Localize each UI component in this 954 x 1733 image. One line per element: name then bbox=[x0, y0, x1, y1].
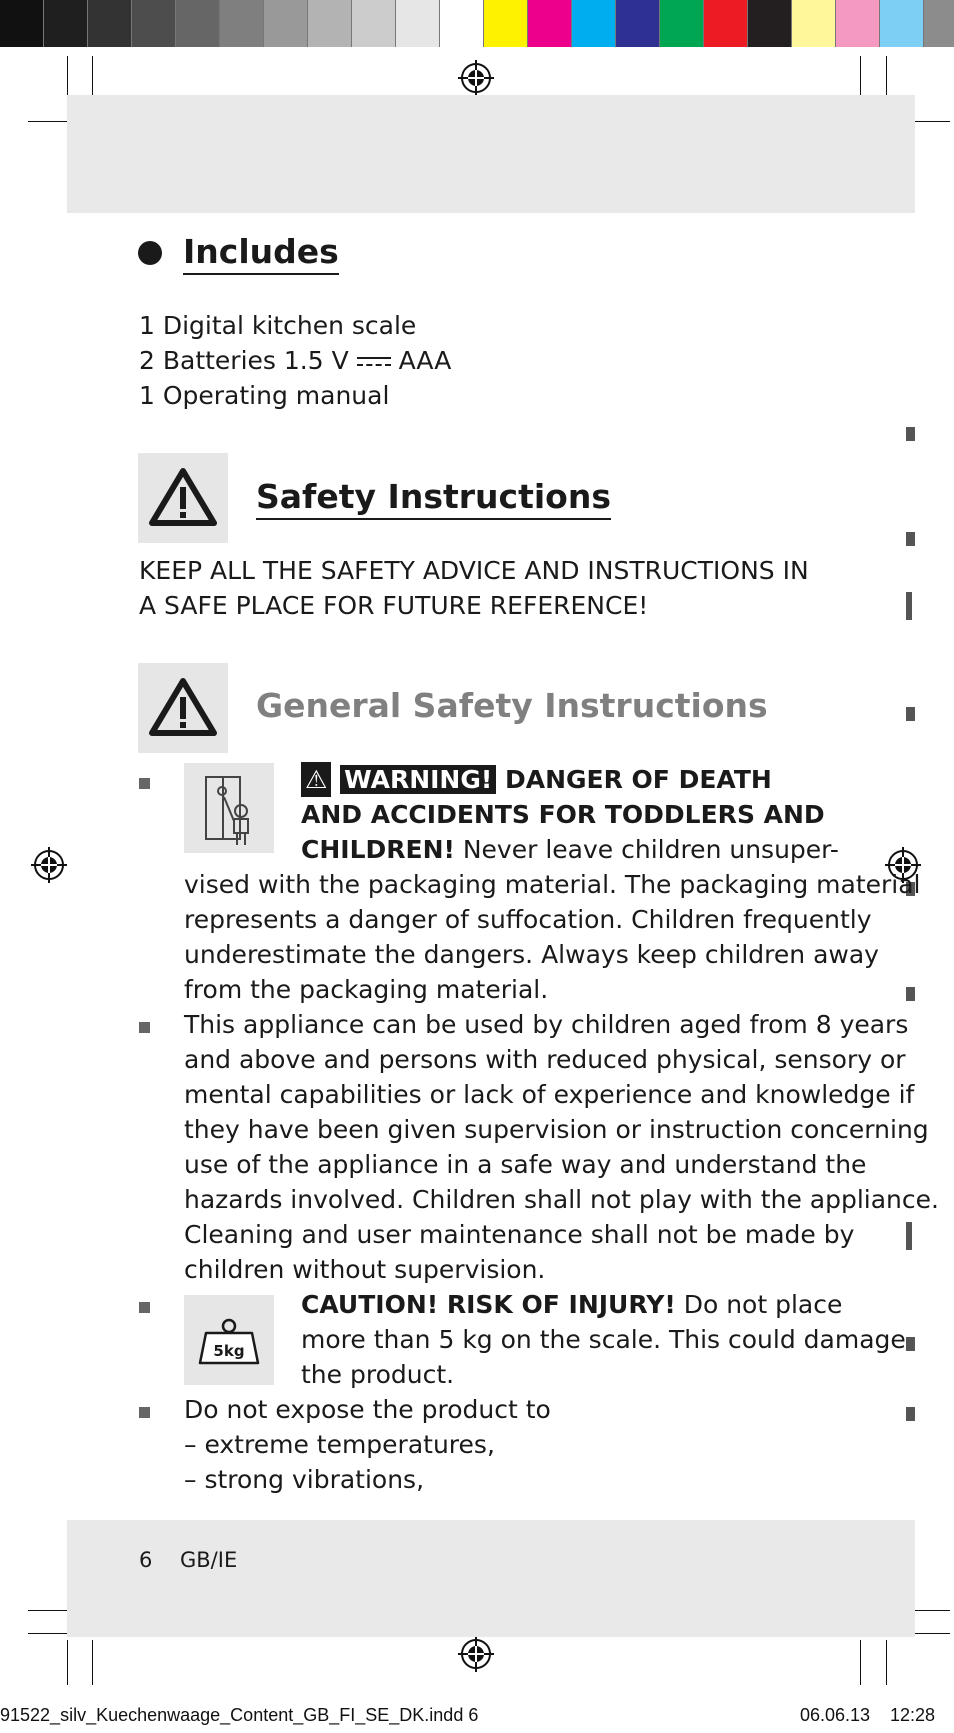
gray-calibration-bar bbox=[0, 0, 484, 47]
appliance-text: use of the appliance in a safe way and understand the bbox=[184, 1150, 867, 1179]
general-heading: General Safety Instructions bbox=[256, 686, 768, 725]
adjacent-page-mark bbox=[906, 987, 915, 1001]
color-swatch bbox=[528, 0, 572, 47]
crop-mark bbox=[67, 1640, 68, 1685]
slug-date: 06.06.13 bbox=[800, 1705, 871, 1725]
color-swatch bbox=[0, 0, 44, 47]
color-swatch bbox=[924, 0, 954, 47]
adjacent-page-mark bbox=[906, 707, 915, 721]
expose-item: – strong vibrations, bbox=[184, 1465, 425, 1494]
appliance-text: hazards involved. Children shall not play with the appliance. bbox=[184, 1185, 939, 1214]
appliance-text: This appliance can be used by children aged from 8 years bbox=[184, 1010, 909, 1039]
color-swatch bbox=[308, 0, 352, 47]
adjacent-page-mark bbox=[906, 1337, 915, 1351]
color-swatch bbox=[792, 0, 836, 47]
warning-text: represents a danger of suffocation. Children frequently bbox=[184, 905, 872, 934]
expose-text: Do not expose the product to bbox=[184, 1395, 551, 1424]
slug-time: 12:28 bbox=[890, 1705, 936, 1725]
color-swatch bbox=[748, 0, 792, 47]
weight-icon-label: 5kg bbox=[213, 1342, 245, 1360]
appliance-text: they have been given supervision or instruction concerning bbox=[184, 1115, 929, 1144]
registration-mark-icon bbox=[458, 1636, 494, 1672]
color-swatch bbox=[264, 0, 308, 47]
warning-text: vised with the packaging material. The packaging material bbox=[184, 870, 921, 899]
includes-item: 1 Digital kitchen scale bbox=[139, 311, 417, 340]
warning-icon-box bbox=[138, 453, 228, 543]
includes-item bbox=[139, 343, 451, 378]
dc-symbol-icon bbox=[357, 356, 391, 368]
registration-mark-icon bbox=[458, 60, 494, 96]
caution-text: more than 5 kg on the scale. This could damage bbox=[301, 1325, 906, 1354]
crop-mark bbox=[92, 1640, 93, 1685]
color-swatch bbox=[44, 0, 88, 47]
color-swatch bbox=[616, 0, 660, 47]
appliance-text: children without supervision. bbox=[184, 1255, 546, 1284]
warning-label: WARNING! bbox=[340, 765, 496, 794]
appliance-text: mental capabilities or lack of experience and knowledge if bbox=[184, 1080, 915, 1109]
warning-triangle-icon bbox=[138, 663, 228, 753]
battery-type: AAA bbox=[398, 346, 452, 375]
page-number: 6 bbox=[139, 1548, 153, 1572]
appliance-text: and above and persons with reduced physical, sensory or bbox=[184, 1045, 906, 1074]
adjacent-page-mark bbox=[906, 427, 915, 441]
slug-filename: 91522_silv_Kuechenwaage_Content_GB_FI_SE_DK.indd 6 bbox=[0, 1705, 479, 1725]
caution-text: Do not place bbox=[675, 1290, 843, 1319]
adjacent-page-mark bbox=[906, 1222, 912, 1250]
weight-5kg-icon bbox=[184, 1295, 274, 1385]
child-icon-box bbox=[184, 763, 274, 853]
safety-notice: A SAFE PLACE FOR FUTURE REFERENCE! bbox=[139, 591, 649, 620]
warning-icon-box bbox=[138, 663, 228, 753]
color-swatch bbox=[132, 0, 176, 47]
child-icon bbox=[184, 763, 274, 853]
safety-notice: KEEP ALL THE SAFETY ADVICE AND INSTRUCTIONS IN bbox=[139, 556, 809, 585]
list-bullet bbox=[139, 1302, 150, 1313]
crop-mark bbox=[886, 1640, 887, 1685]
list-bullet bbox=[139, 1407, 150, 1418]
color-swatch bbox=[396, 0, 440, 47]
weight-icon-box bbox=[184, 1295, 274, 1385]
warning-triangle-icon: ⚠ bbox=[301, 762, 331, 797]
list-bullet bbox=[139, 778, 150, 789]
footer-band bbox=[67, 1520, 915, 1637]
appliance-text: Cleaning and user maintenance shall not be made by bbox=[184, 1220, 855, 1249]
warning-text: Never leave children unsuper- bbox=[454, 835, 839, 864]
caution-text: the product. bbox=[301, 1360, 455, 1389]
list-bullet bbox=[139, 1022, 150, 1033]
includes-item: 1 Operating manual bbox=[139, 381, 390, 410]
page-locale: GB/IE bbox=[180, 1548, 238, 1572]
color-swatch bbox=[484, 0, 528, 47]
battery-label: 2 Batteries 1.5 V bbox=[139, 346, 349, 375]
color-swatch bbox=[220, 0, 264, 47]
includes-bullet bbox=[138, 241, 162, 265]
warning-text: from the packaging material. bbox=[184, 975, 549, 1004]
color-swatch bbox=[88, 0, 132, 47]
warning-line bbox=[301, 762, 772, 797]
warning-heading-l1: DANGER OF DEATH bbox=[504, 765, 772, 794]
color-swatch bbox=[660, 0, 704, 47]
adjacent-page-mark bbox=[906, 532, 915, 546]
caution-line bbox=[301, 1287, 842, 1322]
warning-line bbox=[301, 832, 839, 867]
adjacent-page-mark bbox=[906, 1407, 915, 1421]
header-band bbox=[67, 95, 915, 213]
color-swatch bbox=[440, 0, 484, 47]
safety-heading: Safety Instructions bbox=[256, 477, 611, 520]
color-swatch bbox=[836, 0, 880, 47]
registration-mark-icon bbox=[31, 847, 67, 883]
includes-heading: Includes bbox=[183, 232, 339, 275]
adjacent-page-mark bbox=[906, 592, 912, 620]
warning-text: underestimate the dangers. Always keep children away bbox=[184, 940, 879, 969]
caution-heading: CAUTION! RISK OF INJURY! bbox=[301, 1290, 676, 1319]
expose-item: – extreme temperatures, bbox=[184, 1430, 495, 1459]
color-swatch bbox=[572, 0, 616, 47]
color-calibration-bar bbox=[484, 0, 954, 47]
color-swatch bbox=[704, 0, 748, 47]
warning-triangle-icon bbox=[138, 453, 228, 543]
color-swatch bbox=[176, 0, 220, 47]
warning-heading-l3: CHILDREN! bbox=[301, 835, 455, 864]
crop-mark bbox=[860, 1640, 861, 1685]
warning-heading-l2: AND ACCIDENTS FOR TODDLERS AND bbox=[301, 800, 825, 829]
color-swatch bbox=[352, 0, 396, 47]
color-swatch bbox=[880, 0, 924, 47]
